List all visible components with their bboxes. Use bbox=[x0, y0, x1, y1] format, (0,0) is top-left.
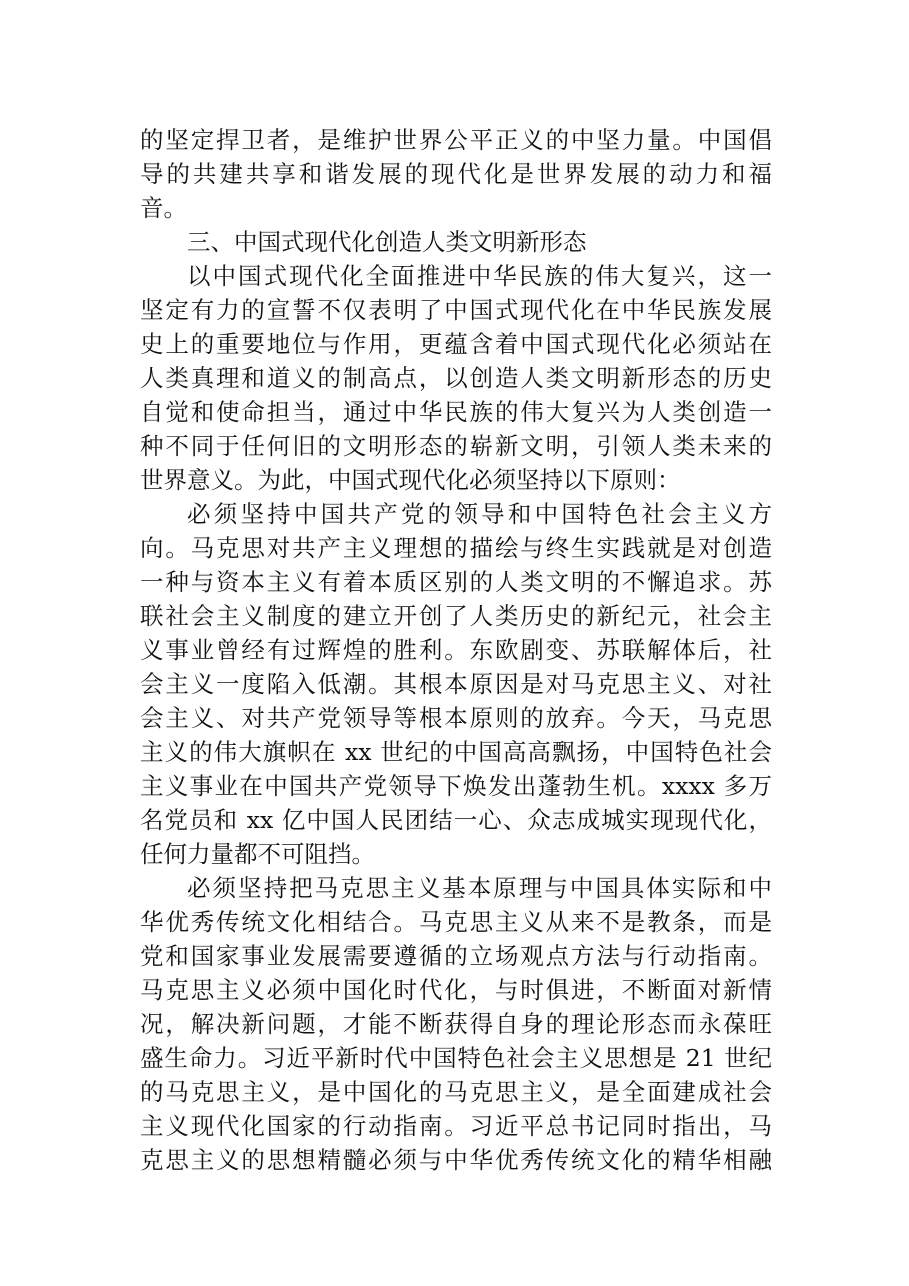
text-line: 党和国家事业发展需要遵循的立场观点方法与行动指南。 bbox=[140, 942, 772, 970]
text-line: 主义现代化国家的行动指南。习近平总书记同时指出，马 bbox=[140, 1112, 772, 1140]
text-line: 华优秀传统文化相结合。马克思主义从来不是教条，而是 bbox=[140, 908, 772, 936]
text-line: 的坚定捍卫者，是维护世界公平正义的中坚力量。中国倡 bbox=[140, 126, 772, 154]
text-line: 种不同于任何旧的文明形态的崭新文明，引领人类未来的 bbox=[140, 432, 772, 460]
text-line: 一种与资本主义有着本质区别的人类文明的不懈追求。苏 bbox=[140, 568, 772, 596]
text-line: 名党员和 xx 亿中国人民团结一心、众志成城实现现代化， bbox=[140, 806, 772, 834]
text-line: 向。马克思对共产主义理想的描绘与终生实践就是对创造 bbox=[140, 534, 772, 562]
text-line: 主义的伟大旗帜在 xx 世纪的中国高高飘扬，中国特色社会 bbox=[140, 738, 772, 766]
paragraph-first-line: 必须坚持把马克思主义基本原理与中国具体实际和中 bbox=[187, 874, 772, 902]
paragraph-first-line: 以中国式现代化全面推进中华民族的伟大复兴，这一 bbox=[187, 262, 772, 290]
text-line: 主义事业在中国共产党领导下焕发出蓬勃生机。xxxx 多万 bbox=[140, 772, 772, 800]
text-line: 况，解决新问题，才能不断获得自身的理论形态而永葆旺 bbox=[140, 1010, 772, 1038]
text-line: 史上的重要地位与作用，更蕴含着中国式现代化必须站在 bbox=[140, 330, 772, 358]
text-line: 联社会主义制度的建立开创了人类历史的新纪元，社会主 bbox=[140, 602, 772, 630]
section-heading: 三、中国式现代化创造人类文明新形态 bbox=[187, 228, 587, 256]
text-line: 自觉和使命担当，通过中华民族的伟大复兴为人类创造一 bbox=[140, 398, 772, 426]
text-line: 任何力量都不可阻挡。 bbox=[140, 840, 375, 868]
text-line: 盛生命力。习近平新时代中国特色社会主义思想是 21 世纪 bbox=[140, 1044, 772, 1072]
text-line: 会主义一度陷入低潮。其根本原因是对马克思主义、对社 bbox=[140, 670, 772, 698]
text-line: 导的共建共享和谐发展的现代化是世界发展的动力和福 bbox=[140, 160, 772, 188]
text-line: 义事业曾经有过辉煌的胜利。东欧剧变、苏联解体后，社 bbox=[140, 636, 772, 664]
text-line: 人类真理和道义的制高点，以创造人类文明新形态的历史 bbox=[140, 364, 772, 392]
text-line: 音。 bbox=[140, 194, 187, 222]
text-line: 克思主义的思想精髓必须与中华优秀传统文化的精华相融 bbox=[140, 1146, 772, 1174]
text-line: 马克思主义必须中国化时代化，与时俱进，不断面对新情 bbox=[140, 976, 772, 1004]
text-line: 世界意义。为此，中国式现代化必须坚持以下原则： bbox=[140, 466, 681, 494]
text-line: 会主义、对共产党领导等根本原则的放弃。今天，马克思 bbox=[140, 704, 772, 732]
text-line: 坚定有力的宣誓不仅表明了中国式现代化在中华民族发展 bbox=[140, 296, 772, 324]
paragraph-first-line: 必须坚持中国共产党的领导和中国特色社会主义方 bbox=[187, 500, 772, 528]
text-line: 的马克思主义，是中国化的马克思主义，是全面建成社会 bbox=[140, 1078, 772, 1106]
